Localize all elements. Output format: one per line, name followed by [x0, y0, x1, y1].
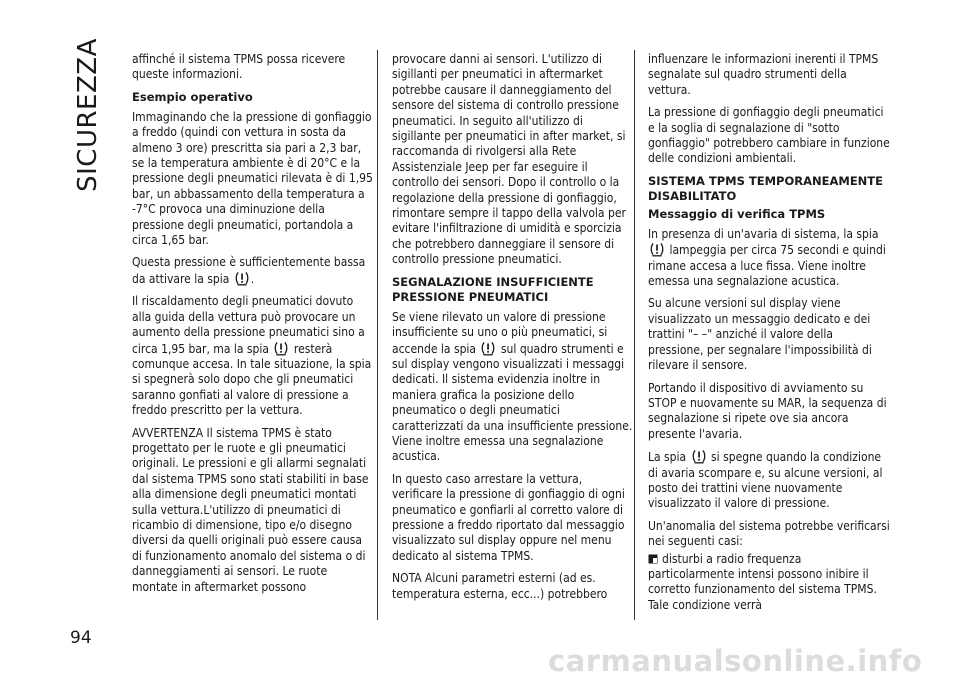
paragraph: In presenza di un'avaria di sistema, la spia lampeggia per circa 75 secondi e quindi rimane accesa a luce fissa. Viene inoltre emessa una segnalazione acustica. — [648, 226, 886, 289]
heading-sistema-tpms-disabilitato: SISTEMA TPMS TEMPORANEAMENTE DISABILITATO — [648, 173, 884, 203]
column-divider — [377, 50, 378, 620]
paragraph-warning: AVVERTENZA Il sistema TPMS è stato progettato per le ruote e gli pneumatici originali. Le pressioni e gli allarmi segnalati dal sistema TPMS sono stati stabiliti in base alla dimensione degli pneumatici montati sulla vettura.L'utilizzo di pneumatici di ricambio di dimensione, tipo e/o disegno diversi da quelli originali può essere causa di funzionamento anomalo del sistema o di danneggiamenti ai sensori. Le ruote montate in aftermarket possono — [132, 425, 369, 594]
paragraph: In questo caso arrestare la vettura, verificare la pressione di gonfiaggio di ogni pneumatico e gonfiarli al corretto valore di pressione a freddo riportato dal messaggio visualizzato sul display oppure nel menu dedicato al sistema TPMS. — [392, 471, 625, 563]
paragraph: La spia si spegne quando la condizione di avaria scompare e, su alcune versioni, al posto dei trattini viene nuovamente visualizzato il valore di pressione. — [648, 450, 883, 511]
tpms-warning-icon — [650, 242, 664, 257]
watermark: carmanualsonline.info — [548, 644, 923, 678]
section-title: SICUREZZA — [73, 38, 103, 192]
paragraph: Su alcune versioni sul display viene visualizzato un messaggio dedicato e dei trattini "– –" anziché il valore della pressione, per segnalare l'impossibilità di rilevare il sensore. — [648, 296, 872, 373]
paragraph: La pressione di gonfiaggio degli pneumatici e la soglia di segnalazione di "sotto gonfiaggio" potrebbero cambiare in funzione delle condizioni ambientali. — [648, 105, 890, 166]
paragraph: Immaginando che la pressione di gonfiaggio a freddo (quindi con vettura in sosta da almeno 3 ore) prescritta sia pari a 2,3 bar, se la temperatura ambiente è di 20°C e la pressione degli pneumatici rilevata è di 1,95 bar, un abbassamento della temperatura a -7°C provoca una diminuzione della pressione degli pneumatici, portandola a circa 1,65 bar. — [132, 109, 373, 248]
paragraph: affinché il sistema TPMS possa ricevere queste informazioni. — [132, 52, 346, 82]
paragraph: Il riscaldamento degli pneumatici dovuto alla guida della vettura può provocare un aumento della pressione pneumatici sino a circa 1,95 bar, ma la spia resterà comunque accesa. In tale situazione, la spia si spegnerà solo dopo che gli pneumatici saranno gonfiati al valore di pressione a freddo prescritto per la vettura. — [132, 294, 372, 418]
paragraph: provocare danni ai sensori. L'utilizzo di sigillanti per pneumatici in aftermarket potrebbe causare il danneggiamento del sensore del sistema di controllo pressione pneumatici. In seguito all'utilizzo di sigillante per pneumatici in after market, si raccomanda di rivolgersi alla Rete Assistenziale Jeep per far eseguire il controllo dei sensori. Dopo il controllo o la regolazione della pressione di gonfiaggio, rimontare sempre il tappo della valvola per evitare l'infiltrazione di umidità e sporcizia che potrebbero danneggiare il sensore di controllo pressione pneumatici. — [392, 52, 626, 267]
paragraph: Portando il dispositivo di avviamento su STOP e nuovamente su MAR, la sequenza di segnalazione si ripete ove sia ancora presente l'avaria. — [648, 380, 887, 441]
tpms-warning-icon — [481, 341, 495, 356]
paragraph: influenzare le informazioni inerenti il TPMS segnalate sul quadro strumenti della vettura. — [648, 52, 879, 97]
heading-messaggio-verifica-tpms: Messaggio di verifica TPMS — [648, 206, 826, 221]
heading-segnalazione-insufficiente-pressione: SEGNALAZIONE INSUFFICIENTE PRESSIONE PNEUMATICI — [392, 274, 594, 304]
paragraph: Se viene rilevato un valore di pressione insufficiente su uno o più pneumatici, si accende la spia sul quadro strumenti e sul display vengono visualizzati i messaggi dedicati. Il sistema evidenzia inoltre in maniera grafica la posizione dello pneumatico o degli pneumatici caratterizzati da una insufficiente pressione. Viene inoltre emessa una segnalazione acustica. — [392, 309, 633, 464]
text-column-3 — [648, 52, 890, 620]
tpms-warning-icon — [692, 449, 706, 464]
text-column-1 — [132, 52, 374, 602]
square-bullet-icon — [648, 554, 658, 564]
paragraph-note: NOTA Alcuni parametri esterni (ad es. temperatura esterna, ecc...) potrebbero — [392, 571, 608, 601]
paragraph: Un'anomalia del sistema potrebbe verificarsi nei seguenti casi: — [648, 518, 890, 549]
tpms-warning-icon — [274, 341, 288, 356]
paragraph: Questa pressione è sufficientemente bassa da attivare la spia . — [132, 255, 366, 286]
heading-esempio-operativo: Esempio operativo — [132, 89, 253, 104]
text-column-2 — [392, 52, 634, 609]
column-divider — [634, 50, 635, 620]
list-item: disturbi a radio frequenza particolarmente intensi possono inibire il corretto funzionamento del sistema TPMS. Tale condizione verrà — [648, 551, 877, 612]
tpms-warning-icon — [235, 271, 249, 286]
page-number: 94 — [70, 628, 92, 648]
